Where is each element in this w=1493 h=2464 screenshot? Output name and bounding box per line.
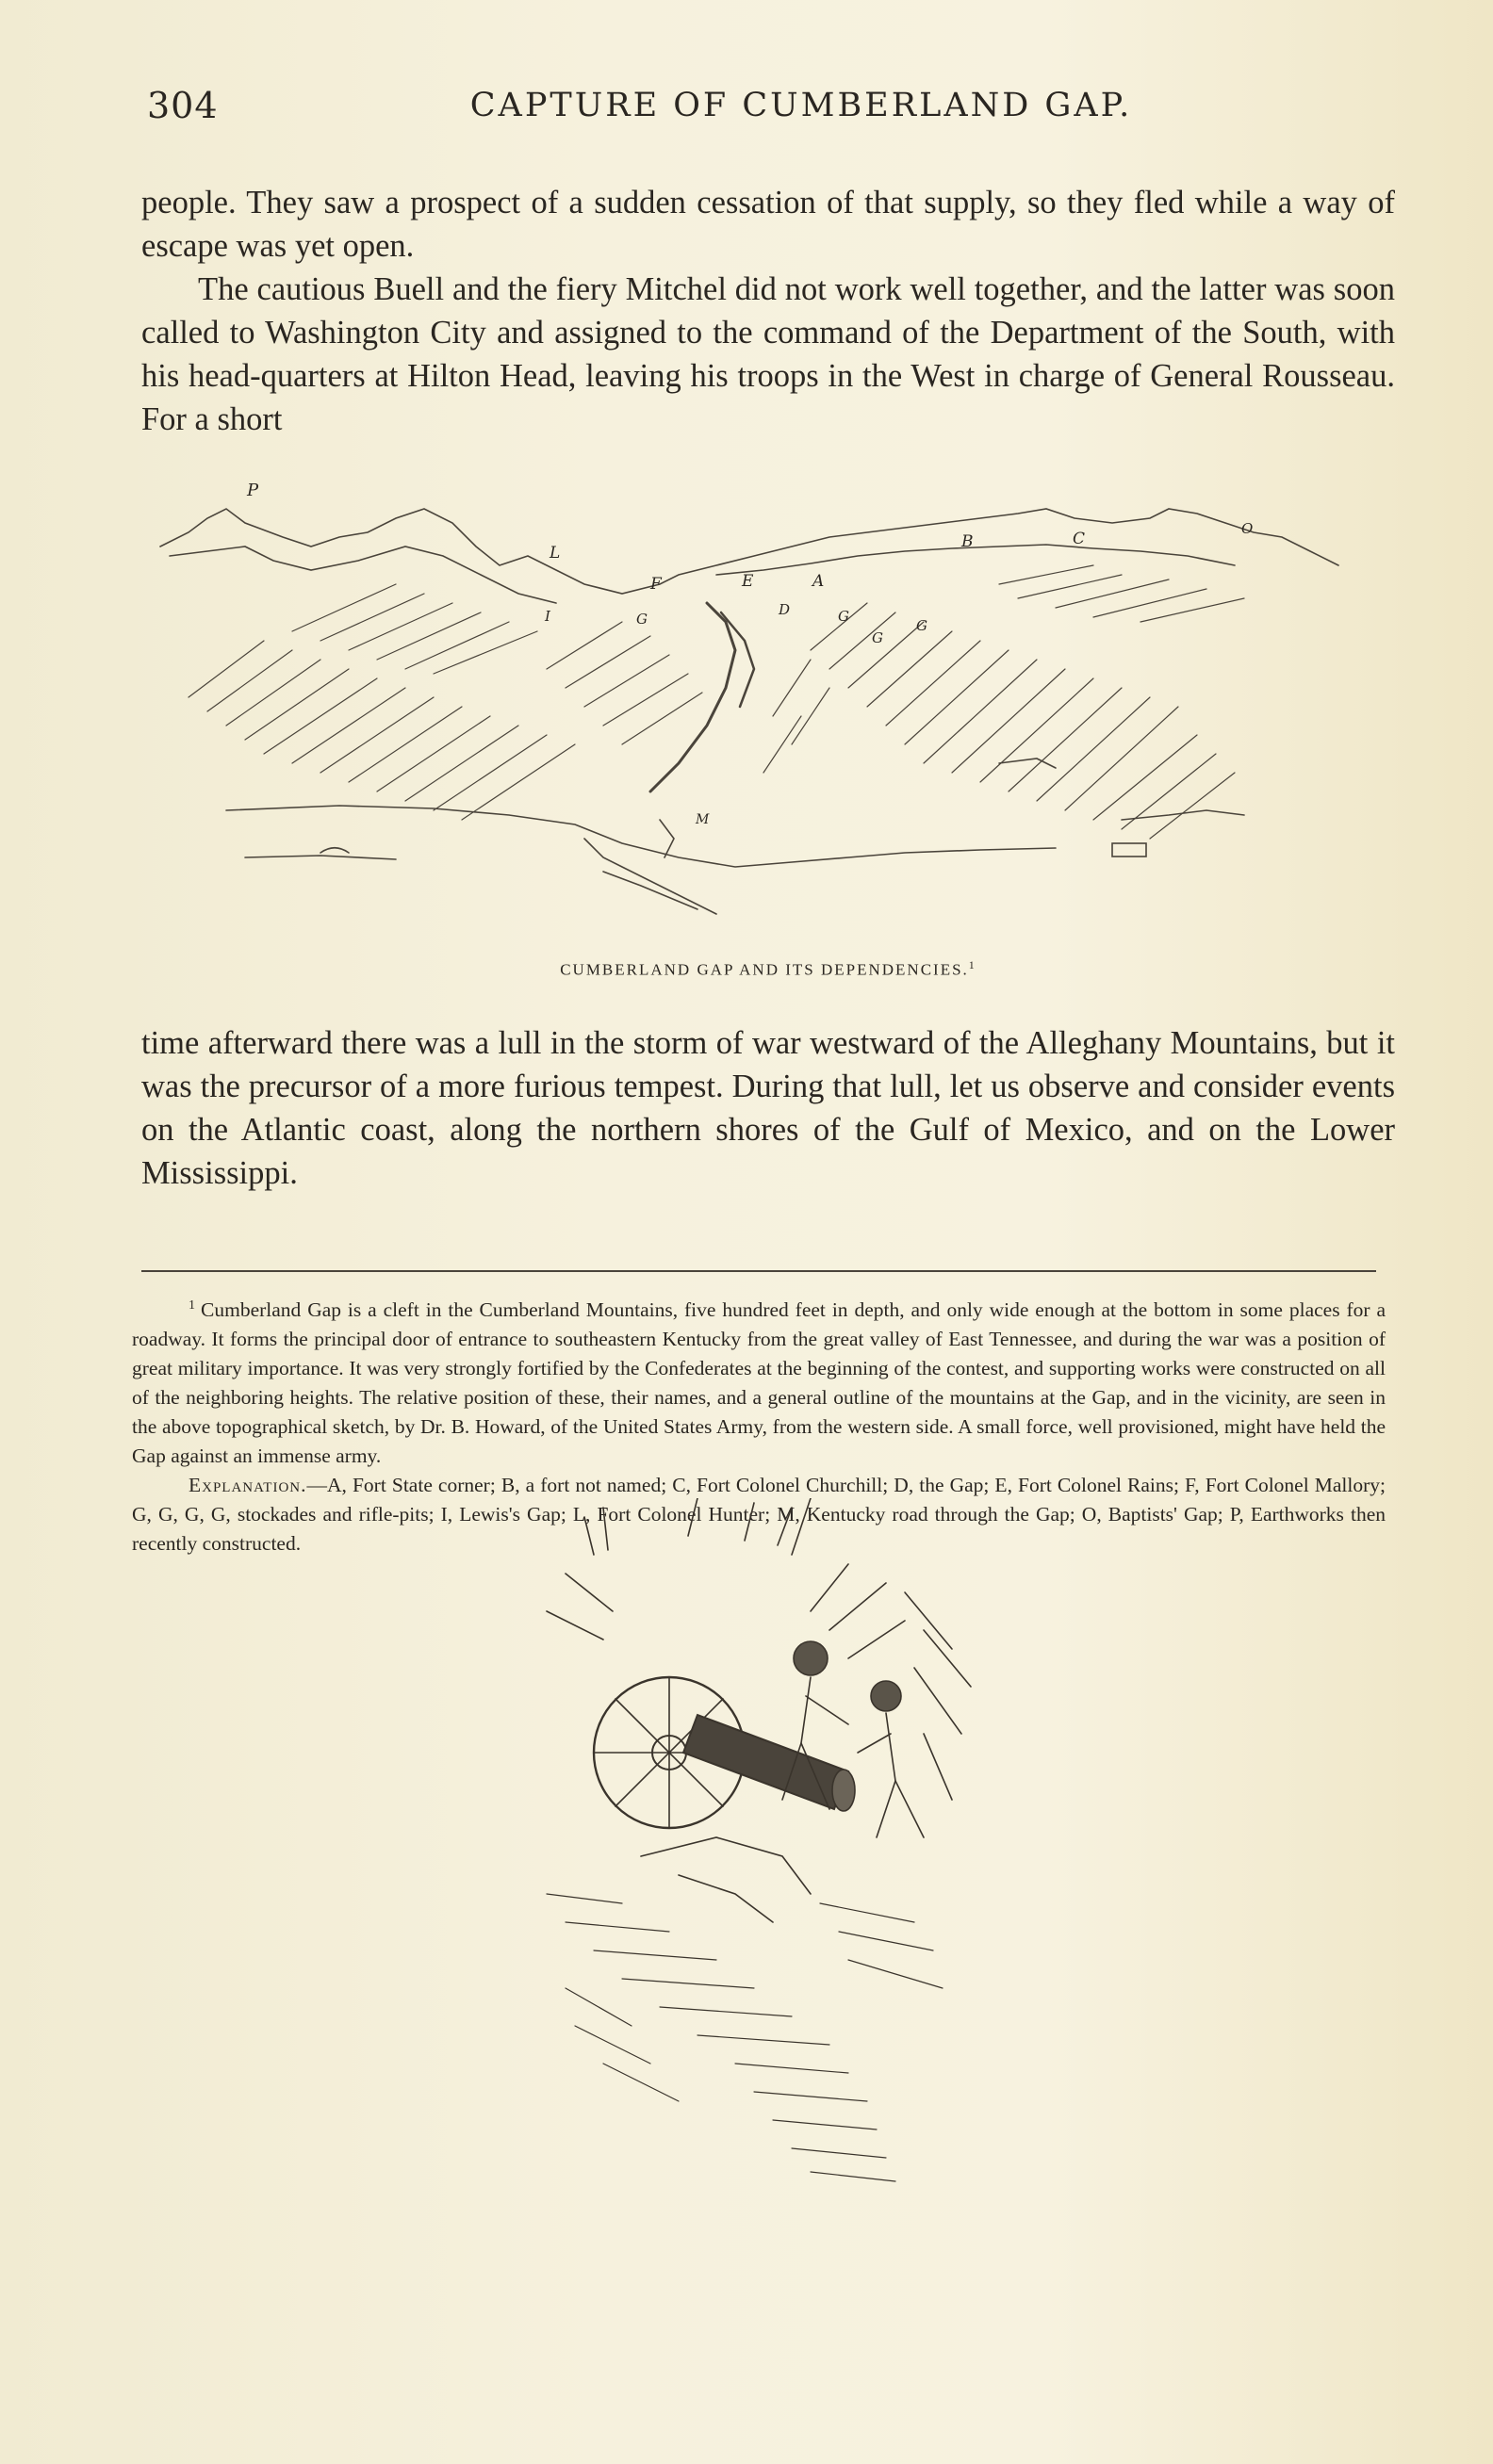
label-b: B bbox=[961, 532, 974, 551]
label-i: I bbox=[545, 608, 550, 625]
footnote-text: Cumberland Gap is a cleft in the Cumberland Mountains, five hundred feet in depth, and only wide enough at the bottom in some places for a roadway. It forms the principal door of entrance to southeastern Kentucky from the great valley of East Tennessee, and during the war was a position of great military importance. It was very strongly fortified by the Confederates at the beginning of the contest, and supporting works were constructed on all of the neighboring heights. The relative position of these, their names, and a general outline of the mountains at the Gap, and in the vicinity, are seen in the above topographical sketch, by Dr. B. Howard, of the United States Army, from the western side. A small force, well provisioned, might have held the Gap against an immense army. bbox=[132, 1298, 1386, 1468]
footnote-divider bbox=[141, 1270, 1376, 1272]
label-d: D bbox=[779, 601, 791, 618]
label-e: E bbox=[742, 572, 754, 591]
caption-note-mark: 1 bbox=[968, 958, 976, 971]
cumberland-gap-sketch bbox=[151, 481, 1367, 942]
cannon-vignette-illustration bbox=[509, 1498, 980, 2195]
label-g-2: G bbox=[838, 608, 849, 625]
label-p: P bbox=[247, 481, 259, 500]
label-g-4: G bbox=[916, 617, 927, 634]
explanation-label: Explanation. bbox=[189, 1474, 307, 1497]
label-l: L bbox=[550, 544, 561, 563]
label-c: C bbox=[1073, 530, 1086, 548]
figure-caption bbox=[141, 958, 1395, 980]
body-text-top bbox=[141, 181, 1395, 441]
label-a: A bbox=[812, 572, 825, 591]
running-title: CAPTURE OF CUMBERLAND GAP. bbox=[469, 87, 1133, 124]
label-g-1: G bbox=[636, 611, 648, 628]
explanation-text: —A, Fort State corner; B, a fort not named; C, Fort Colonel Churchill; D, the Gap; E, Fort Colonel Rains; F, Fort Colonel Mallory; G, G, G, G, stockades and rifle-pits; I, Lewis's Gap; L, Fort Colonel Hunter; M, Kentucky road through the Gap; O, Baptists' Gap; P, Earthworks then recently constructed. bbox=[132, 1474, 1386, 1556]
label-o: O bbox=[1241, 520, 1254, 537]
label-g-3: G bbox=[872, 629, 883, 646]
label-f: F bbox=[650, 575, 662, 594]
paragraph-3: time afterward there was a lull in the storm of war westward of the Alleghany Mountains, but it was the precursor of a more furious tempest. During that lull, let us observe and consider events on the Atlantic coast, along the northern shores of the Gulf of Mexico, and on the Lower Mississippi. bbox=[141, 1025, 1395, 1191]
body-text-bottom bbox=[141, 1021, 1395, 1195]
caption-text: CUMBERLAND GAP AND ITS DEPENDENCIES. bbox=[560, 960, 969, 979]
paragraph-1: people. They saw a prospect of a sudden cessation of that supply, so they fled while a way of escape was yet open. bbox=[141, 185, 1395, 264]
paragraph-2: The cautious Buell and the fiery Mitchel did not work well together, and the latter was soon called to Washington City and assigned to the command of the Department of the South, with his head-quarters at Hilton Head, leaving his troops in the West in charge of General Rousseau. For a short bbox=[141, 271, 1395, 437]
page-number: 304 bbox=[147, 85, 219, 126]
label-m: M bbox=[696, 812, 710, 827]
page-header bbox=[141, 85, 1395, 132]
footnote-mark: 1 bbox=[189, 1298, 195, 1313]
